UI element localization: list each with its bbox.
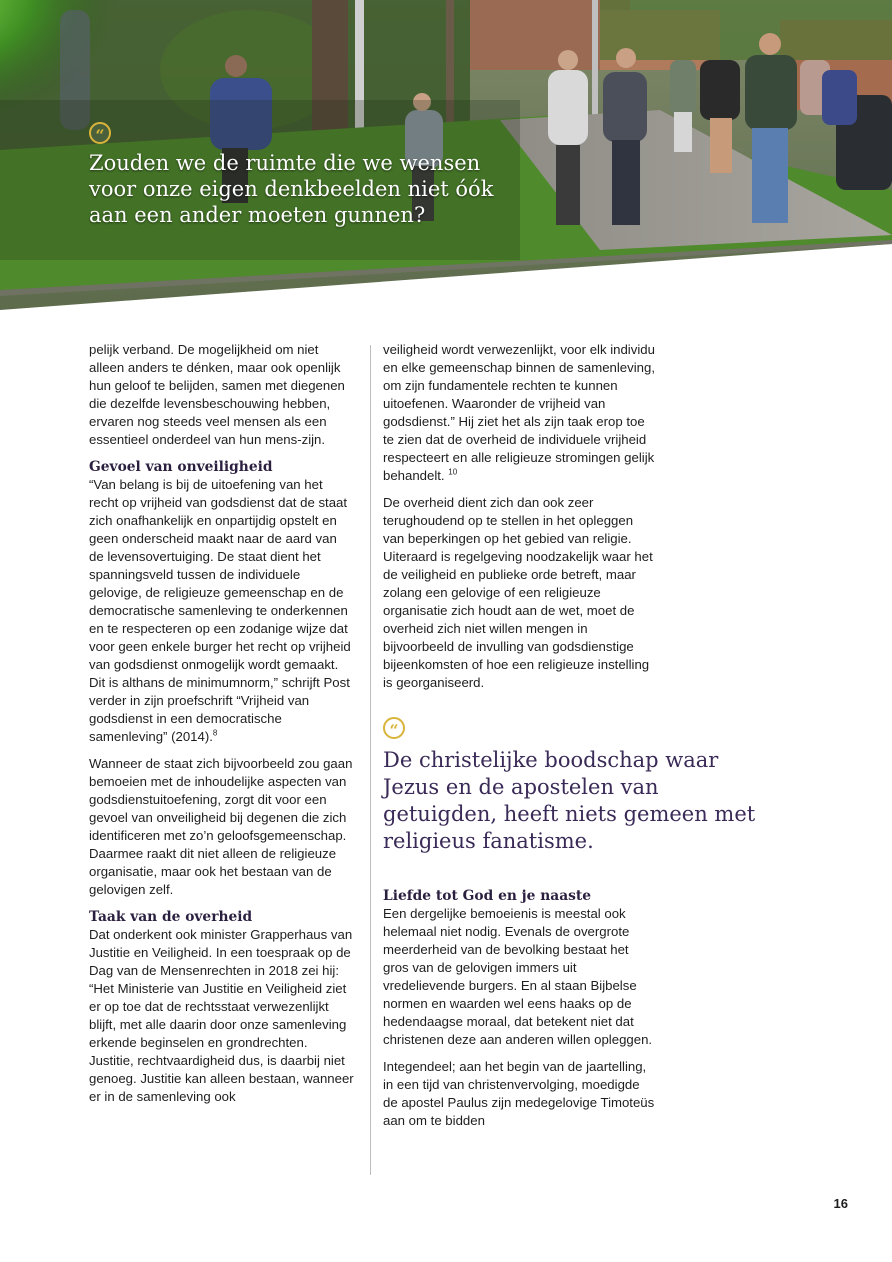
paragraph: Wanneer de staat zich bijvoorbeeld zou gaan bemoeien met de inhoudelijke aspecten van godsdienstuitoefening, zorgt dit voor een gevoel van onveiligheid bij degenen die zich identificeren met zo’n geloofsgemeenschap. Daarmee raakt dit niet alleen de religieuze organisatie, maar ook het bestaan van de gelovigen zelf. [89,756,353,897]
paragraph-text: “Van belang is bij de uitoefening van het recht op vrijheid van godsdienst dat de staat zich onafhankelijk en onpartijdig opstelt en geen onderscheid maakt naar de aard van de levensovertuiging. De staat dient het spanningsveld tussen de individuele gelovige, de religieuze gemeenschap en de democratische samenleving te onderkennen en te respecteren op een zodanige wijze dat voor geen enkele burger het recht op vrijheid van godsdienst onmogelijk wordt gemaakt. Dit is althans de minimumnorm,” schrijft Post verder in zijn proefschrift “Vrijheid van godsdienst in een democratische samenleving” (2014). [89,477,351,744]
paragraph: Dat onderkent ook minister Grapperhaus van Justitie en Veiligheid. In een toespraak op de Dag van de Mensenrechten in 2018 zei hij: “Het Ministerie van Justitie en Veiligheid ziet er op toe dat de rechtsstaat verwezenlijkt blijft, met alle daarin door onze samenleving erkende beginselen en grondrechten. Justitie, rechtvaardigheid dus, is daarbij niet genoeg. Justitie kan alleen bestaan, wanneer er in de samenleving ook [89,927,354,1104]
section-heading-liefde-tot-god: Liefde tot God en je naaste [383,888,592,904]
paragraph: Een dergelijke bemoeienis is meestal ook helemaal niet nodig. Evenals de overgrote meerderheid van de bevolking bestaat het gros van de gelovigen immers uit vredelievende burgers. En al staan Bijbelse normen en waarden wel eens haaks op de hedendaagse moraal, dat betekent niet dat christenen deze aan anderen willen opleggen. [383,906,653,1047]
hero-pull-quote: Zouden we de ruimte die we wensen voor onze eigen denkbeelden niet óók aan een ander moeten gunnen? [89,151,494,227]
column-divider [370,345,371,1175]
section-heading-taak-van-de-overheid: Taak van de overheid [89,909,253,925]
paragraph: De overheid dient zich dan ook zeer terughoudend op te stellen in het opleggen van beperkingen op het gebied van religie. Uiteraard is regelgeving noodzakelijk waar het de veiligheid en publieke orde betreft, maar zolang een gelovige of een religieuze organisatie zich houdt aan de wet, moet de overheid zich niet willen mengen in bijvoorbeeld de invulling van godsdienstige bijeenkomsten of hoe een religieuze instelling is georganiseerd. [383,495,653,690]
page-number: 16 [833,1196,848,1211]
paragraph: pelijk verband. De mogelijkheid om niet alleen anders te dénken, maar ook openlijk hun geloof te belijden, samen met diegenen die dezelfde levensbeschouwing hebben, ervaren nog steeds veel mensen als een essentieel onderdeel van hun mens-zijn. [89,342,345,447]
paragraph [383,341,655,485]
quote-mark-icon: “ [89,122,111,144]
footnote-ref: 10 [448,467,458,477]
pull-quote: De christelijke boodschap waar Jezus en de apostelen van getuigden, heeft niets gemeen met religieus fanatisme. [383,748,756,853]
paragraph: Integendeel; aan het begin van de jaartelling, in een tijd van christenvervolging, moedigde de apostel Paulus zijn medegelovige Timoteüs aan om te bidden [383,1059,655,1128]
paragraph-text: veiligheid wordt verwezenlijkt, voor elk individu en elke gemeenschap binnen de samenleving, om zijn fundamentele rechten te kunnen uitoefenen. Waaronder de vrijheid van godsdienst.” Hij ziet het als zijn taak erop toe te zien dat de overheid de individuele vrijheid respecteert en alle religieuze stromingen gelijk behandelt. [383,342,655,483]
left-column [89,341,355,1115]
footnote-ref: 8 [212,728,218,738]
quote-mark-icon: “ [383,717,405,739]
right-column [383,341,756,1139]
paragraph [89,476,355,746]
hero-photo [0,0,892,310]
section-heading-gevoel-van-onveiligheid: Gevoel van onveiligheid [89,459,273,475]
